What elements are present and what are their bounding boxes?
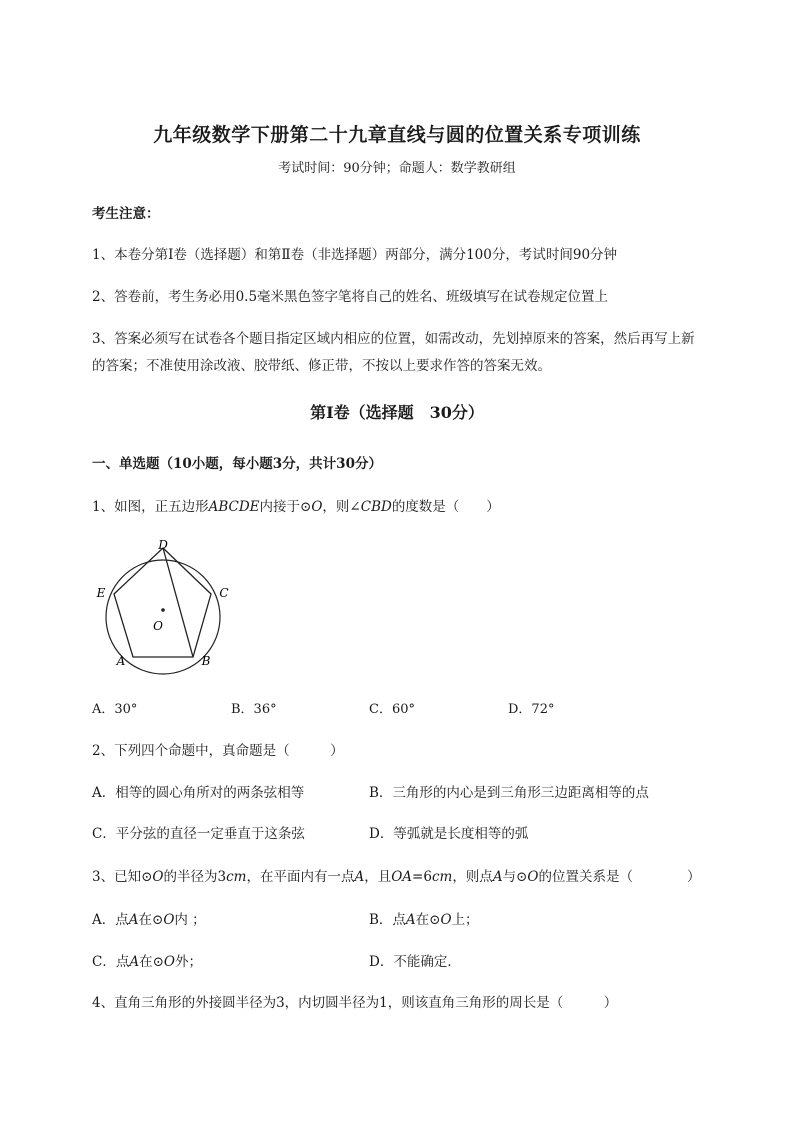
notice-item-1: 1、本卷分第Ⅰ卷（选择题）和第Ⅱ卷（非选择题）两部分，满分100分，考试时间90分钟 <box>92 247 618 263</box>
question-1-stem: 1、如图，正五边形ABCDE内接于⊙O，则∠CBD的度数是（ ） <box>92 499 500 515</box>
q1-option-b: B．36° <box>231 702 277 717</box>
q2-option-a: A．相等的圆心角所对的两条弦相等 <box>92 785 305 801</box>
part-heading: 一、单选题（10小题，每小题3分，共计30分） <box>92 456 382 472</box>
q1-option-c: C．60° <box>369 702 415 717</box>
q2-option-b: B．三角形的内心是到三角形三边距离相等的点 <box>369 785 649 801</box>
q2-option-c: C．平分弦的直径一定垂直于这条弦 <box>92 826 305 842</box>
label-e: E <box>96 586 106 600</box>
notice-heading: 考生注意： <box>92 206 160 222</box>
notice-item-3-cont: 的答案；不准使用涂改液、胶带纸、修正带，不按以上要求作答的答案无效。 <box>92 358 551 374</box>
label-d: D <box>158 538 168 552</box>
q2-option-d: D．等弧就是长度相等的弧 <box>369 826 529 842</box>
label-a: A <box>116 654 126 668</box>
q3-option-a: A．点A在⊙O内 ； <box>92 912 206 928</box>
section-title: 第Ⅰ卷（选择题 30分） <box>310 403 484 422</box>
question-2-stem: 2、下列四个命题中，真命题是（ ） <box>92 743 344 759</box>
question-3-stem: 3、已知⊙O的半径为3cm，在平面内有一点A，且OA=6cm，则点A与⊙O的位置关系是（ ） <box>92 869 701 885</box>
pentagon-figure <box>90 535 240 675</box>
q3-option-c: C．点A在⊙O外； <box>92 954 202 970</box>
label-o: O <box>153 619 163 633</box>
exam-info: 考试时间：90分钟；命题人：数学教研组 <box>278 161 516 176</box>
segment-bd <box>163 548 193 657</box>
notice-item-2: 2、答卷前，考生务必用0.5毫米黑色签字笔将自己的姓名、班级填写在试卷规定位置上 <box>92 289 609 305</box>
q3-option-b: B．点A在⊙O上； <box>369 912 479 928</box>
label-b: B <box>201 654 211 668</box>
label-c: C <box>219 586 229 600</box>
question-4-stem: 4、直角三角形的外接圆半径为3，内切圆半径为1，则该直角三角形的周长是（ ） <box>92 995 618 1011</box>
q1-option-a: A．30° <box>92 702 138 717</box>
page-title: 九年级数学下册第二十九章直线与圆的位置关系专项训练 <box>153 124 641 146</box>
notice-item-3: 3、答案必须写在试卷各个题目指定区域内相应的位置，如需改动，先划掉原来的答案，然后再写上新 <box>92 331 695 347</box>
q1-option-d: D．72° <box>508 702 555 717</box>
center-point <box>161 608 165 612</box>
pentagon-abcde <box>114 548 211 657</box>
q3-option-d: D．不能确定． <box>369 954 461 970</box>
